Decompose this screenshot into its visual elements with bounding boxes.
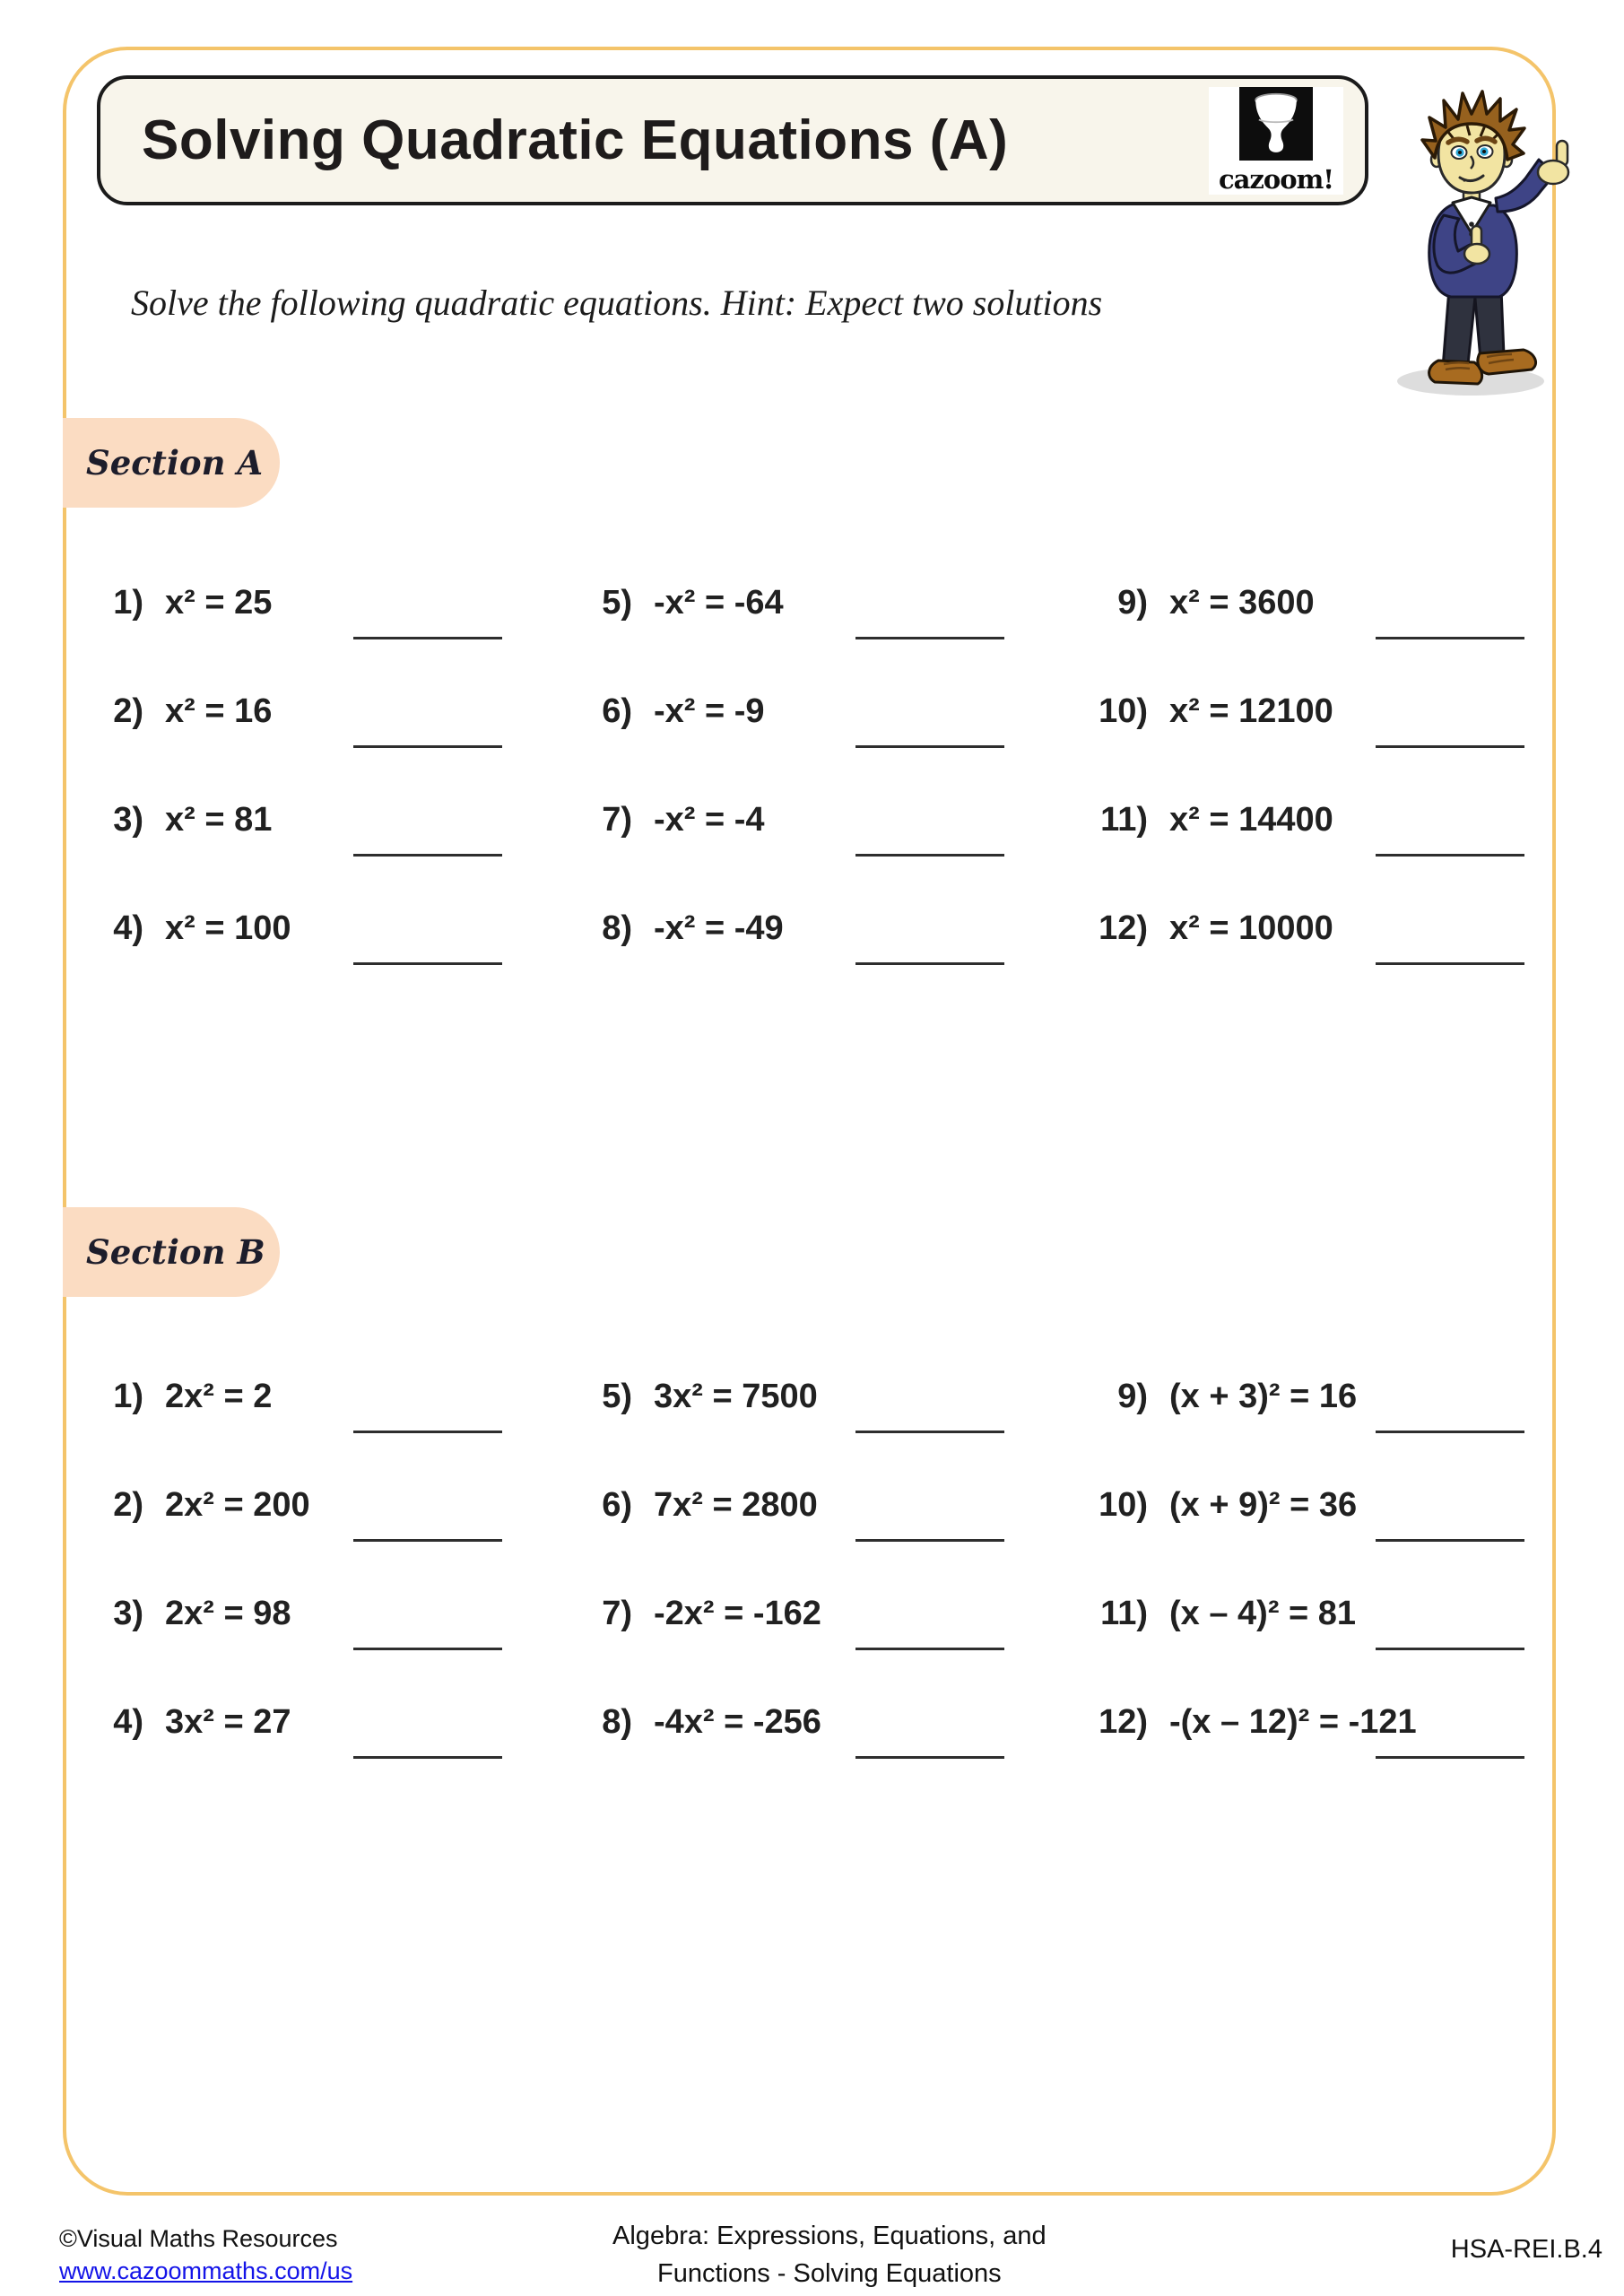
problem-number: 2) (113, 1486, 143, 1524)
problem-equation: x² = 81 (165, 801, 273, 839)
problem-number: 1) (113, 1378, 143, 1415)
instruction-text: Solve the following quadratic equations. Hint: Expect two solutions (131, 283, 1103, 323)
section-a-header (63, 418, 280, 508)
problem-number: 7) (602, 1595, 632, 1632)
worksheet-title-banner (97, 75, 1368, 205)
problem-number: 2) (113, 692, 143, 730)
standard-code: HSA-REI.B.4 (1450, 2235, 1602, 2264)
problem-item (1085, 583, 1524, 691)
answer-blank-line (855, 1539, 1004, 1542)
problem-item (1085, 1377, 1524, 1485)
problem-equation: (x + 3)² = 16 (1169, 1378, 1358, 1415)
answer-blank-line (1376, 854, 1524, 857)
section-label: Section B (86, 1232, 265, 1272)
topic-line-2: Functions - Solving Equations (657, 2259, 1002, 2289)
answer-blank-line (1376, 1756, 1524, 1759)
problem-equation: -(x – 12)² = -121 (1169, 1703, 1417, 1741)
problem-item (569, 909, 1004, 1017)
problem-number: 12) (1099, 1703, 1148, 1741)
problem-number: 1) (113, 584, 143, 622)
problem-item (81, 691, 502, 800)
problem-equation: x² = 14400 (1169, 801, 1333, 839)
footer-topic (612, 2217, 1046, 2292)
problem-number: 8) (602, 1703, 632, 1741)
problem-item (1085, 1485, 1524, 1594)
problem-item (81, 1485, 502, 1594)
problem-equation: x² = 10000 (1169, 909, 1333, 947)
answer-blank-line (855, 1431, 1004, 1433)
problem-equation: -x² = -64 (654, 584, 784, 622)
problem-equation: 3x² = 27 (165, 1703, 291, 1741)
problem-number: 5) (602, 1378, 632, 1415)
problem-equation: 2x² = 2 (165, 1378, 273, 1415)
problem-number: 10) (1099, 1486, 1148, 1524)
problem-number: 10) (1099, 692, 1148, 730)
problem-equation: x² = 25 (165, 584, 273, 622)
problem-number: 5) (602, 584, 632, 622)
problem-equation: 2x² = 200 (165, 1486, 310, 1524)
problem-equation: x² = 12100 (1169, 692, 1333, 730)
answer-blank-line (353, 962, 502, 965)
problem-equation: (x – 4)² = 81 (1169, 1595, 1357, 1632)
problem-number: 8) (602, 909, 632, 947)
problem-equation: x² = 100 (165, 909, 291, 947)
section-label: Section A (86, 443, 264, 483)
problem-item (569, 1594, 1004, 1702)
problem-equation: -x² = -49 (654, 909, 784, 947)
problem-equation: -x² = -4 (654, 801, 765, 839)
problem-number: 12) (1099, 909, 1148, 947)
problem-item (569, 691, 1004, 800)
problem-equation: 2x² = 98 (165, 1595, 291, 1632)
answer-blank-line (855, 637, 1004, 639)
section-b-problems (81, 1377, 1524, 1811)
problem-item (569, 583, 1004, 691)
answer-blank-line (353, 1539, 502, 1542)
problem-number: 3) (113, 801, 143, 839)
website-link[interactable]: www.cazoommaths.com/us (59, 2257, 353, 2285)
problem-item (81, 1377, 502, 1485)
problem-equation: 3x² = 7500 (654, 1378, 818, 1415)
problem-item (1085, 1594, 1524, 1702)
problem-item (569, 800, 1004, 909)
problem-number: 3) (113, 1595, 143, 1632)
problem-number: 4) (113, 1703, 143, 1741)
answer-blank-line (1376, 962, 1524, 965)
answer-blank-line (855, 962, 1004, 965)
problem-number: 4) (113, 909, 143, 947)
section-a-problems (81, 583, 1524, 1017)
problem-equation: -4x² = -256 (654, 1703, 821, 1741)
problem-item (569, 1702, 1004, 1811)
problem-number: 9) (1117, 1378, 1148, 1415)
decorative-page-border (63, 47, 1556, 2196)
problem-number: 6) (602, 1486, 632, 1524)
answer-blank-line (1376, 1431, 1524, 1433)
djembe-drum-icon (1239, 87, 1313, 165)
footer-left (59, 2222, 352, 2288)
answer-blank-line (353, 745, 502, 748)
answer-blank-line (353, 1648, 502, 1650)
topic-line-1: Algebra: Expressions, Equations, and (612, 2222, 1046, 2250)
problem-number: 7) (602, 801, 632, 839)
copyright-text: ©Visual Maths Resources (59, 2225, 338, 2252)
problem-equation: (x + 9)² = 36 (1169, 1486, 1358, 1524)
boy-mascot-illustration (1381, 48, 1594, 407)
answer-blank-line (353, 854, 502, 857)
problem-item (1085, 800, 1524, 909)
problem-number: 11) (1100, 801, 1148, 839)
answer-blank-line (855, 1756, 1004, 1759)
problem-item (81, 800, 502, 909)
problem-item (1085, 1702, 1524, 1811)
problem-item (81, 909, 502, 1017)
answer-blank-line (1376, 1648, 1524, 1650)
answer-blank-line (1376, 1539, 1524, 1542)
answer-blank-line (1376, 745, 1524, 748)
problem-number: 11) (1100, 1595, 1148, 1632)
brand-logo (1209, 87, 1343, 195)
problem-equation: x² = 16 (165, 692, 273, 730)
problem-number: 6) (602, 692, 632, 730)
problem-item (81, 1594, 502, 1702)
problem-equation: -2x² = -162 (654, 1595, 821, 1632)
answer-blank-line (855, 1648, 1004, 1650)
problem-equation: -x² = -9 (654, 692, 765, 730)
problem-item (569, 1485, 1004, 1594)
page-title: Solving Quadratic Equations (A) (142, 109, 1009, 171)
answer-blank-line (1376, 637, 1524, 639)
problem-equation: x² = 3600 (1169, 584, 1315, 622)
brand-name: cazoom! (1218, 164, 1334, 195)
answer-blank-line (353, 637, 502, 639)
problem-number: 9) (1117, 584, 1148, 622)
answer-blank-line (855, 745, 1004, 748)
problem-equation: 7x² = 2800 (654, 1486, 818, 1524)
answer-blank-line (353, 1756, 502, 1759)
answer-blank-line (855, 854, 1004, 857)
problem-item (569, 1377, 1004, 1485)
problem-item (1085, 691, 1524, 800)
problem-item (1085, 909, 1524, 1017)
section-b-header (63, 1207, 280, 1297)
problem-item (81, 583, 502, 691)
problem-item (81, 1702, 502, 1811)
answer-blank-line (353, 1431, 502, 1433)
